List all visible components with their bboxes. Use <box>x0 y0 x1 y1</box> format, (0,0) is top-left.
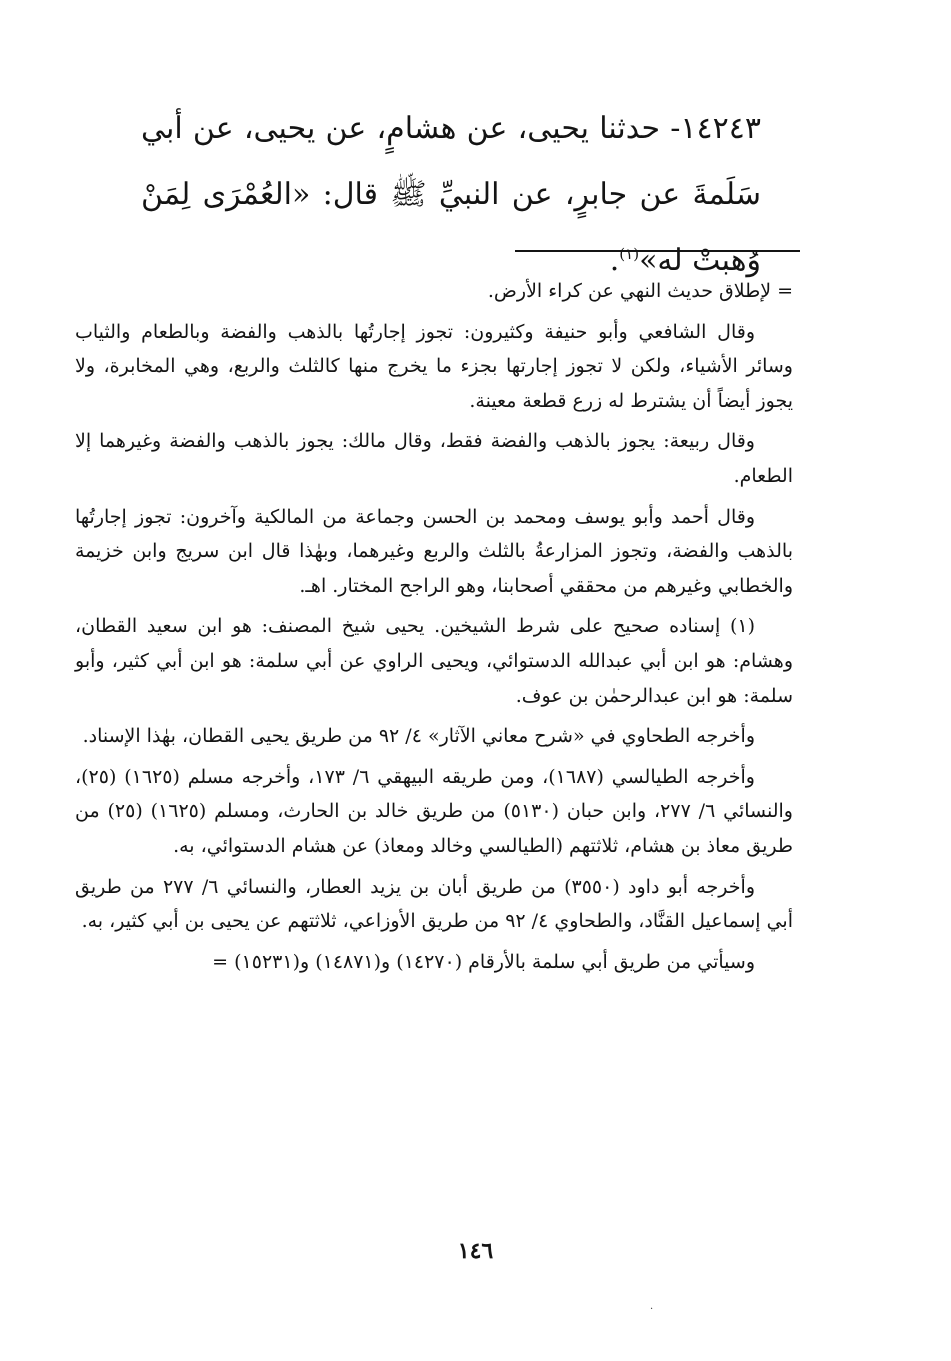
footnote-paragraph: وسيأتي من طريق أبي سلمة بالأرقام (١٤٢٧٠) و(١٤٨٧١) و(١٥٢٣١) = <box>212 950 755 973</box>
footnote-paragraph: وأخرجه أبو داود (٣٥٥٠) من طريق أبان بن يزيد العطار، والنسائي ٦/ ٢٧٧ من طريق أبي إسماعيل القنَّاد، والطحاوي ٤/ ٩٢ من طريق الأوزاعي، ثلاثتهم عن يحيى بن أبي كثير، به. <box>75 875 793 933</box>
page-number: ١٤٦ <box>457 1238 494 1264</box>
footnote-divider <box>515 250 800 252</box>
footnote-paragraph: وقال الشافعي وأبو حنيفة وكثيرون: تجوز إجارتُها بالذهب والفضة وبالطعام والثياب وسائر الأشياء، ولكن لا تجوز إجارتها بجزء ما يخرج منها كالثلث والربع، وهي المخابرة، ولا يجوز أيضاً أن يشترط له زرع قطعة معينة. <box>75 320 793 412</box>
footnote-paragraph: (١) إسناده صحيح على شرط الشيخين. يحيى شيخ المصنف: هو ابن سعيد القطان، وهشام: هو ابن أبي عبدالله الدستوائي، ويحيى الراوي عن أبي سلمة: هو ابن أبي كثير، وأبو سلمة: هو ابن عبدالرحمٰن بن عوف. <box>75 615 793 707</box>
hadith-text: ١٤٢٤٣- حدثنا يحيى، عن هشامٍ، عن يحيى، عن أبي سَلَمةَ عن جابرٍ، عن النبيِّ ﷺ قال: «العُمْرَى لِمَنْ وُهبتْ له» <box>141 111 761 278</box>
hadith-paragraph <box>141 96 761 294</box>
footnote-paragraph: = لإطلاق حديث النهي عن كراء الأرض. <box>487 280 793 302</box>
hadith-text-block <box>141 96 761 294</box>
footnotes-block <box>75 274 793 985</box>
footnote-paragraph: وأخرجه الطحاوي في «شرح معاني الآثار» ٤/ ٩٢ من طريق يحيى القطان، بهٰذا الإسناد. <box>82 725 755 748</box>
footnote-reference: (١) <box>619 245 640 263</box>
footnote-paragraph: وقال ربيعة: يجوز بالذهب والفضة فقط، وقال مالك: يجوز بالذهب والفضة وغيرهما إلا الطعام. <box>75 430 793 487</box>
footnote-paragraph: وأخرجه الطيالسي (١٦٨٧)، ومن طريقه البيهقي ٦/ ١٧٣، وأخرجه مسلم (١٦٢٥) (٢٥)، والنسائي ٦/ ٢٧٧، وابن حبان (٥١٣٠) من طريق خالد بن الحارث، ومسلم (١٦٢٥) (٢٥) من طريق معاذ بن هشام، ثلاثتهم (الطيالسي وخالد ومعاذ) عن هشام الدستوائي، به. <box>75 765 793 857</box>
footnote-paragraph: وقال أحمد وأبو يوسف ومحمد بن الحسن وجماعة من المالكية وآخرون: تجوز إجارتُها بالذهب والفضة، وتجوز المزارعةُ بالثلث والربع وغيرهما، وبهٰذا قال ابن سريج وابن خزيمة والخطابي وغيرهم من محققي أصحابنا، وهو الراجح المختار. اهـ. <box>75 505 793 597</box>
hadith-end-mark: . <box>609 243 620 278</box>
scan-speck: · <box>650 1304 654 1315</box>
